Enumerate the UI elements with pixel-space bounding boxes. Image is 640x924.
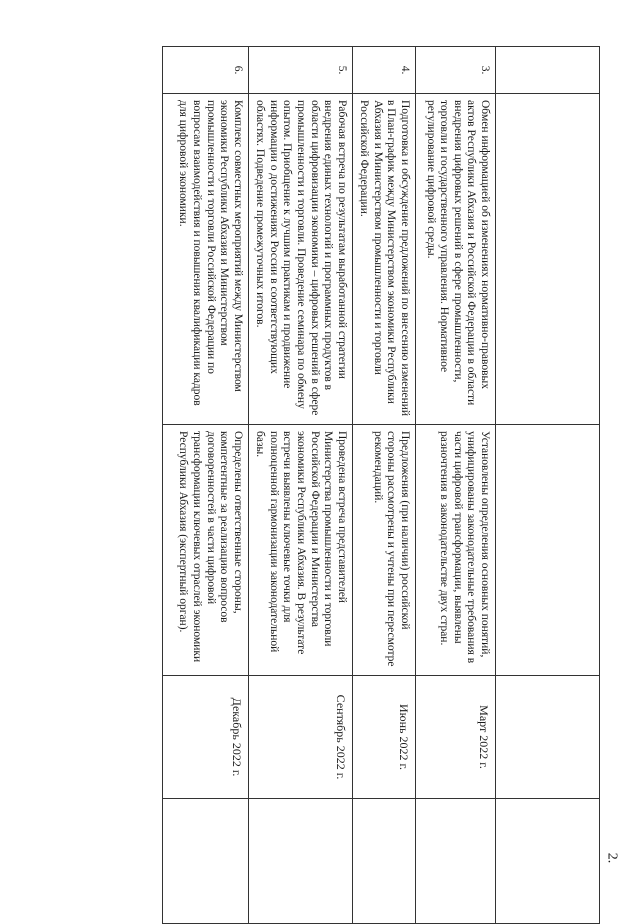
deadline-cell: Июнь 2022 г. (352, 676, 415, 799)
table-row (248, 47, 352, 924)
event-cell: Комплекс совместных мероприятий между Министерством экономики Республики Абхазия и Министерством промышленности и торговли Российской Федерации по вопросам взаимодействия и повышения квалификации кадров для цифровой экономики. (162, 94, 248, 425)
result-cell: Установлены определения основных понятий, унифицированы законодательные требования в части цифровой трансформации, выявлены разночтения в законодательстве двух стран. (416, 425, 496, 676)
action-plan-table (162, 46, 600, 924)
result-cell: Предложения (при наличии) российской стороны рассмотрены и учтены при пересмотре рекомендаций. (352, 425, 415, 676)
table-row-previous (496, 47, 600, 924)
event-cell: Рабочая встреча по результатам выработанной стратегии внедрения единых технологий и программных продуктов в области цифровизации экономики – цифровых решений в сфере промышленности и торговли. Проведение семинара по обмену опытом. Приобщение к лучшим практикам и продвижение информации о достижениях России в соответствующих областях. Подведение промежуточных итогов. (248, 94, 352, 425)
deadline-cell: Декабрь 2022 г. (162, 676, 248, 799)
row-number: 4. (352, 47, 415, 94)
page-number: 2. (603, 852, 619, 864)
table-row (416, 47, 496, 924)
event-cell: Обмен информацией об изменениях нормативно-правовых актов Республики Абхазия и Российской Федерации в области внедрения цифровых решений в сфере промышленности, торговли и государственного управления. Нормативное регулирование цифровой среды. (416, 94, 496, 425)
table-row (352, 47, 415, 924)
row-number: 6. (162, 47, 248, 94)
event-cell: Подготовка и обсуждение предложений по внесению изменений в План-график между Министерством экономики Республики Абхазия и Министерством промышленности и торговли Российской Федерации. (352, 94, 415, 425)
deadline-cell: Март 2022 г. (416, 676, 496, 799)
table-row (162, 47, 248, 924)
row-number: 5. (248, 47, 352, 94)
row-number: 3. (416, 47, 496, 94)
result-cell: Определены ответственные стороны, компетентные за реализацию вопросов договоренностей в части цифровой трансформации ключевых отраслей экономики Республики Абхазия (экспертный орган). (162, 425, 248, 676)
rotated-table-container (170, 46, 600, 858)
result-cell: Проведена встреча представителей Министерства промышленности и торговли Российской Федерации и Министерства экономики Республики Абхазия. В результате встречи выявлены ключевые точки для полноценной гармонизации законодательной базы. (248, 425, 352, 676)
deadline-cell: Сентябрь 2022 г. (248, 676, 352, 799)
